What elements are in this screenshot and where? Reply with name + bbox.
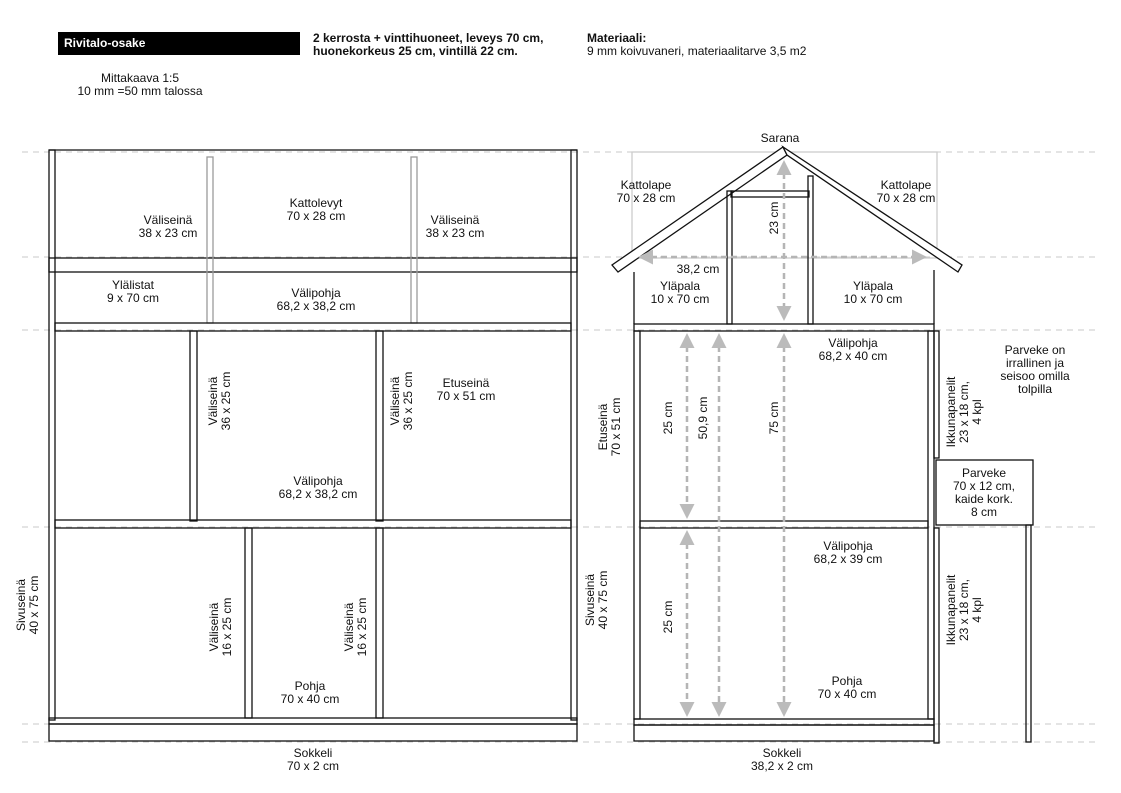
right-view (612, 147, 1033, 743)
label-sokkeli-name: Sokkeli (762, 746, 802, 760)
label-sokkeli-name: Sokkeli (293, 746, 333, 760)
right-front-wall (634, 331, 640, 719)
ground-slab (49, 718, 577, 724)
label-etuseina-name: Etuseinä (442, 376, 490, 390)
materials-heading: Materiaali: (587, 31, 647, 45)
label-pohja-size: 70 x 40 cm (280, 692, 340, 706)
label-sivuseina-size: 40 x 75 cm (596, 570, 610, 630)
label-dim-front-wall: 50,9 cm (696, 396, 710, 440)
label-valipohja-mid-size: 68,2 x 39 cm (813, 552, 883, 566)
guide-lines (22, 152, 1100, 742)
label-valipohja-top-size: 68,2 x 38,2 cm (276, 299, 356, 313)
label-floor2-wall-left-size: 36 x 25 cm (219, 371, 233, 431)
left-plinth (49, 724, 577, 741)
label-kattolape-right-name: Kattolape (880, 178, 932, 192)
label-etuseina-name: Etuseinä (596, 403, 610, 451)
spec-line-2: huonekorkeus 25 cm, vintillä 22 cm. (313, 44, 518, 58)
left-view-labels (14, 196, 495, 773)
label-ikkunapanelit-bottom-name: Ikkunapanelit (944, 574, 958, 646)
attic-divider-left (207, 157, 213, 323)
label-kattolape-left-name: Kattolape (620, 178, 672, 192)
label-balcony-note-2: irrallinen ja (1005, 356, 1065, 370)
label-floor1-wall-right-name: Väliseinä (342, 602, 356, 652)
label-pohja-name: Pohja (294, 679, 326, 693)
outer-left-wall (49, 150, 55, 720)
floor2-wall-right (376, 331, 383, 521)
label-attic-wall-left-name: Väliseinä (143, 213, 193, 227)
title: Rivitalo-osake (64, 36, 146, 50)
label-attic-wall-left-size: 38 x 23 cm (138, 226, 198, 240)
label-ylapala-left-size: 10 x 70 cm (650, 292, 710, 306)
floor1-wall-left (245, 528, 252, 718)
label-floor2-wall-right-name: Väliseinä (388, 376, 402, 426)
attic-floor-band (49, 258, 577, 272)
label-kattolevyt-size: 70 x 28 cm (286, 209, 346, 223)
label-ylapala-right-size: 10 x 70 cm (843, 292, 903, 306)
label-sivuseina-size: 40 x 75 cm (27, 575, 41, 635)
label-parveke-2: 70 x 12 cm, (952, 479, 1016, 493)
label-etuseina-size: 70 x 51 cm (609, 397, 623, 457)
label-ylalistat-name: Ylälistat (111, 278, 155, 292)
roof-panel-left (612, 147, 787, 272)
label-sokkeli-size: 38,2 x 2 cm (750, 759, 814, 773)
label-valipohja-mid-name: Välipohja (823, 539, 873, 553)
label-kattolape-right-size: 70 x 28 cm (876, 191, 936, 205)
label-floor1-wall-left-name: Väliseinä (207, 602, 221, 652)
label-balcony-note-4: tolpilla (1017, 382, 1053, 396)
label-valipohja-top-name: Välipohja (828, 336, 878, 350)
floor1-wall-right (376, 528, 383, 718)
label-dim-total: 75 cm (767, 401, 781, 435)
attic-right-post (808, 176, 813, 324)
label-valipohja-top-size: 68,2 x 40 cm (818, 349, 888, 363)
dimension-arrows (641, 163, 924, 714)
label-balcony-note-1: Parveke on (1004, 343, 1066, 357)
label-valipohja-mid-size: 68,2 x 38,2 cm (278, 487, 358, 501)
label-dim-floor1: 25 cm (661, 600, 675, 634)
label-ikkunapanelit-bottom-size: 23 x 18 cm, (957, 578, 971, 642)
label-floor2-wall-left-name: Väliseinä (206, 376, 220, 426)
label-ylapala-right-name: Yläpala (852, 279, 894, 293)
label-dim-attic-width: 38,2 cm (676, 262, 720, 276)
label-balcony-note-3: seisoo omilla (1000, 369, 1070, 383)
scale-line-2: 10 mm =50 mm talossa (77, 84, 203, 98)
outer-right-wall (571, 150, 577, 720)
label-ikkunapanelit-top-size: 23 x 18 cm, (957, 380, 971, 444)
label-kattolevyt-name: Kattolevyt (289, 196, 343, 210)
attic-center-shelf (731, 191, 809, 197)
label-parveke-3: kaide kork. (954, 492, 1014, 506)
label-valipohja-mid-name: Välipohja (293, 474, 343, 488)
materials-text: 9 mm koivuvaneri, materiaalitarve 3,5 m2 (587, 44, 807, 58)
label-parveke-4: 8 cm (970, 505, 998, 519)
label-parveke-1: Parveke (961, 466, 1007, 480)
label-floor1-wall-left-size: 16 x 25 cm (220, 597, 234, 657)
label-ikkunapanelit-top-name: Ikkunapanelit (944, 376, 958, 448)
right-back-wall (928, 331, 934, 719)
label-dim-attic-height: 23 cm (767, 201, 781, 235)
label-etuseina-size: 70 x 51 cm (436, 389, 496, 403)
attic-divider-right (411, 157, 417, 323)
window-panel-bottom (934, 528, 939, 743)
scale-line-1: Mittakaava 1:5 (100, 71, 180, 85)
left-view (49, 150, 577, 741)
label-kattolape-left-size: 70 x 28 cm (616, 191, 676, 205)
window-panel-top (934, 331, 939, 458)
balcony-post (1026, 525, 1031, 742)
right-view-labels (583, 131, 1070, 773)
label-attic-wall-right-name: Väliseinä (430, 213, 480, 227)
label-ikkunapanelit-top-count: 4 kpl (970, 399, 984, 425)
label-sarana: Sarana (760, 131, 800, 145)
spec-line-1: 2 kerrosta + vinttihuoneet, leveys 70 cm, (313, 31, 544, 45)
label-pohja-size: 70 x 40 cm (817, 687, 877, 701)
label-sivuseina-name: Sivuseinä (583, 573, 597, 627)
right-plinth (634, 725, 934, 741)
label-ylapala-left-name: Yläpala (659, 279, 701, 293)
label-ylalistat-size: 9 x 70 cm (106, 291, 160, 305)
label-pohja-name: Pohja (831, 674, 863, 688)
label-sokkeli-size: 70 x 2 cm (286, 759, 340, 773)
label-dim-floor2: 25 cm (661, 401, 675, 435)
label-sivuseina-name: Sivuseinä (14, 578, 28, 632)
label-floor2-wall-right-size: 36 x 25 cm (401, 371, 415, 431)
floor2-wall-left (190, 331, 197, 521)
roof-panel-right (783, 147, 962, 272)
label-valipohja-top-name: Välipohja (291, 286, 341, 300)
label-floor1-wall-right-size: 16 x 25 cm (355, 597, 369, 657)
label-attic-wall-right-size: 38 x 23 cm (425, 226, 485, 240)
label-ikkunapanelit-bottom-count: 4 kpl (970, 597, 984, 623)
